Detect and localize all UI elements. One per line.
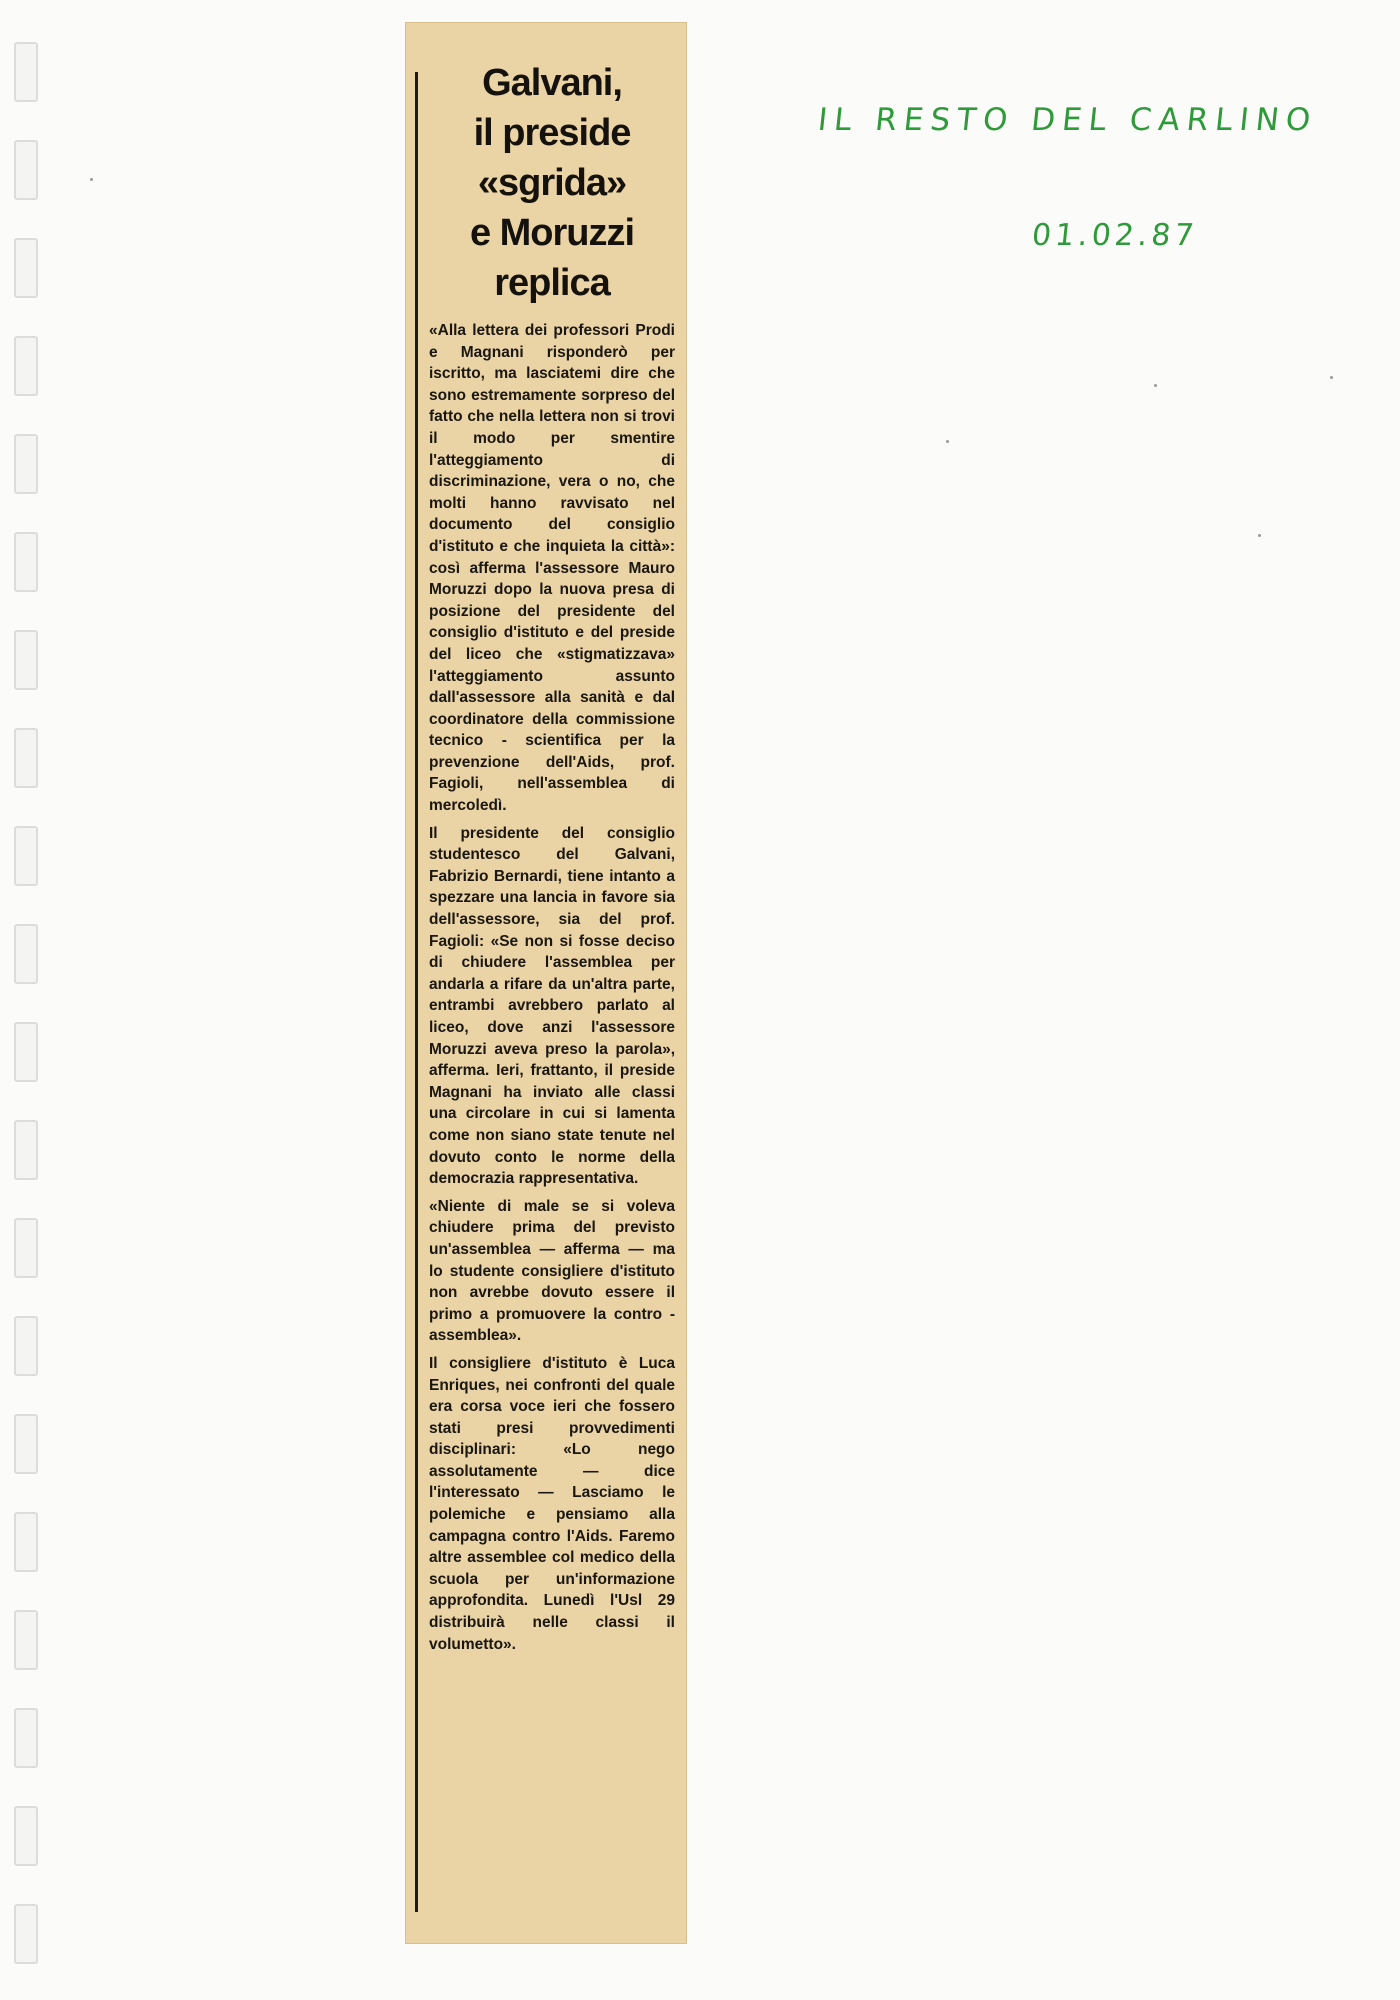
headline-line: Galvani, [482,62,622,104]
handwritten-newspaper-name: IL RESTO DEL CARLINO [816,102,1320,138]
punch-hole [14,1022,38,1082]
punch-hole [14,630,38,690]
article-paragraph: «Niente di male se si voleva chiudere prima del previsto un'assemblea — afferma — ma lo studente consigliere d'istituto non avrebbe dovuto essere il primo a promuovere la contro - assemblea». [429,1197,675,1345]
punch-hole [14,1512,38,1572]
punch-hole [14,728,38,788]
article-body [429,320,675,1655]
punch-hole [14,532,38,592]
punch-hole [14,1904,38,1964]
punch-hole [14,1316,38,1376]
handwritten-date: 01.02.87 [1030,218,1200,253]
punch-hole [14,238,38,298]
article-paragraph: «Alla lettera dei professori Prodi e Magnani risponderò per iscritto, ma lasciatemi dire che sono estremamente sorpreso del fatto che nella lettera non si trovi il modo per smentire l'atteggiamento di discriminazione, vera o no, che molti hanno ravvisato nel documento del consiglio d'istituto e che inquieta la città»: così afferma l'assessore Mauro Moruzzi dopo la nuova presa di posizione del presidente del consiglio d'istituto e del preside del liceo che «stigmatizzava» l'atteggiamento assunto dall'assessore alla sanità e dal coordinatore della commissione tecnico - scientifica per la prevenzione dell'Aids, prof. Fagioli, nell'assemblea di mercoledì. [429,322,675,815]
headline-line: il preside [473,112,631,154]
punch-hole [14,1414,38,1474]
paper-speck [946,440,949,443]
paper-speck [1330,376,1333,379]
article-paragraph: Il consigliere d'istituto è Luca Enriques, nei confronti del quale era corsa voce ieri che fossero stati presi provvedimenti disciplinari: «Lo nego assolutamente — dice l'interessato — Lasciamo le polemiche e pensiamo alla campagna contro l'Aids. Faremo altre assemblee col medico della scuola per un'informazione approfondita. Lunedì l'Usl 29 distribuirà nelle classi il volumetto». [429,1354,675,1653]
punch-hole [14,1806,38,1866]
punch-hole [14,336,38,396]
punch-hole [14,1218,38,1278]
punch-hole [14,42,38,102]
paper-speck [90,178,93,181]
punch-hole [14,924,38,984]
paper-speck [1154,384,1157,387]
punch-hole [14,826,38,886]
paper-speck [1258,534,1261,537]
binder-holes [14,30,44,1970]
punch-hole [14,1708,38,1768]
headline [429,58,675,308]
headline-line: replica [494,262,610,304]
headline-line: e Moruzzi [469,212,635,254]
headline-line: «sgrida» [477,162,627,204]
punch-hole [14,140,38,200]
punch-hole [14,434,38,494]
newspaper-clipping [405,22,687,1944]
article-paragraph: Il presidente del consiglio studentesco del Galvani, Fabrizio Bernardi, tiene intanto a spezzare una lancia in favore sia dell'assessore, sia del prof. Fagioli: «Se non si fosse deciso di chiudere l'assemblea per andarla a rifare da un'altra parte, entrambi avrebbero parlato al liceo, dove anzi l'assessore Moruzzi aveva preso la parola», afferma. Ieri, frattanto, il preside Magnani ha inviato alle classi una circolare in cui si lamenta come non siano state tenute nel dovuto conto le norme della democrazia rappresentativa. [429,824,675,1188]
punch-hole [14,1610,38,1670]
punch-hole [14,1120,38,1180]
